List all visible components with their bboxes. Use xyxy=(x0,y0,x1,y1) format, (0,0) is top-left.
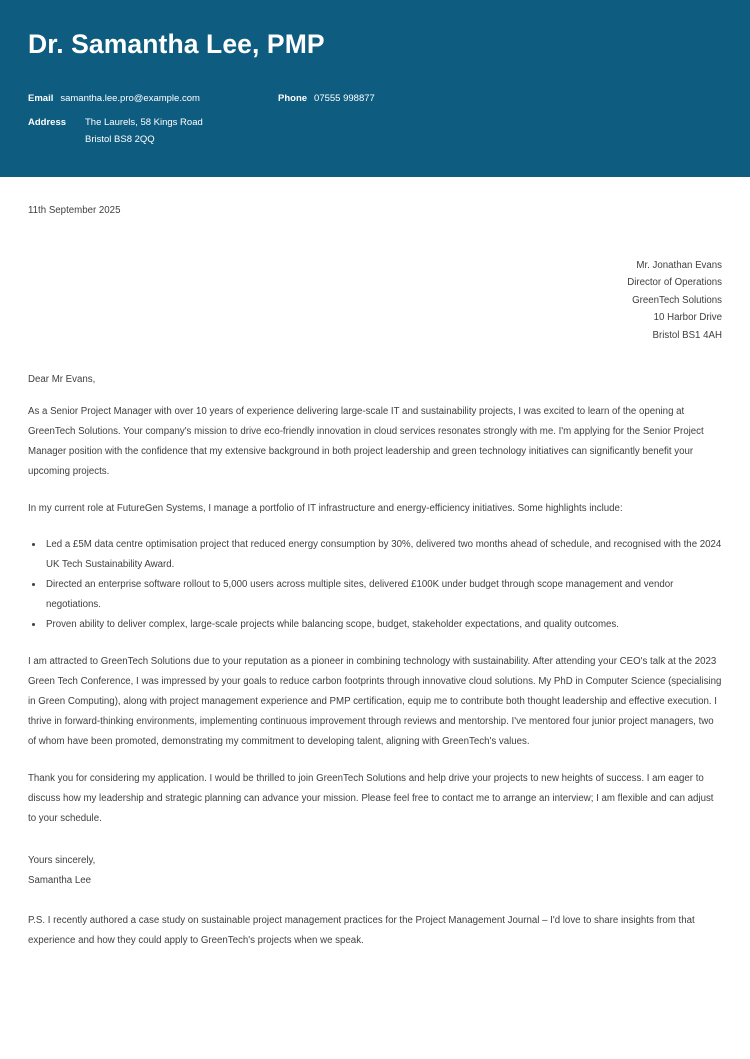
address-label: Address xyxy=(28,117,67,129)
email-field-group xyxy=(28,93,278,104)
body-paragraph-4: Thank you for considering my application. I would be thrilled to join GreenTech Solutions and help drive your projects to new heights of success. I am eager to discuss how my leadership and strategic planning can advance your mission. Please feel free to contact me to arrange an interview; I am flexible and can adjust to your schedule. xyxy=(28,773,714,825)
recipient-line: GreenTech Solutions xyxy=(632,294,722,306)
phone-label: Phone xyxy=(278,93,308,105)
email-value: samantha.lee.pro@example.com xyxy=(60,93,200,105)
address-line-1: The Laurels, 58 Kings Road xyxy=(85,117,203,129)
recipient-line: Director of Operations xyxy=(627,277,722,289)
highlights-list xyxy=(28,535,722,635)
signoff-block xyxy=(28,851,722,891)
recipient-line: Bristol BS1 4AH xyxy=(652,329,722,341)
phone-field-group xyxy=(278,93,375,104)
recipient-address-block xyxy=(28,257,722,344)
recipient-line: Mr. Jonathan Evans xyxy=(636,260,722,271)
phone-value: 07555 998877 xyxy=(314,93,375,105)
body-paragraph-1: As a Senior Project Manager with over 10 years of experience delivering large-scale IT and sustainability projects, I was excited to learn of the opening at GreenTech Solutions. Your company's mission to drive eco-friendly innovation in cloud services resonates strongly with me. I'm applying for the Senior Project Manager position with the confidence that my extensive background in both project leadership and green technology initiatives can significantly benefit your upcoming projects. xyxy=(28,406,704,478)
body-paragraph-2: In my current role at FutureGen Systems, I manage a portfolio of IT infrastructure and energy-efficiency initiatives. Some highlights include: xyxy=(28,503,623,515)
letter-header xyxy=(0,0,750,177)
address-field-group xyxy=(28,114,722,148)
body-paragraph-3: I am attracted to GreenTech Solutions due to your reputation as a pioneer in combining technology with sustainability. After attending your CEO's talk at the 2023 Green Tech Conference, I was impressed by your goals to reduce carbon footprints through innovative cloud solutions. My PhD in Computer Science (specialising in Green Computing), along with project management experience and PMP certification, equip me to contribute both thought leadership and effective execution. I thrive in forward-thinking environments, implementing continuous improvement through reviews and mentorship. I've mentored four junior project managers, two of whom have been promoted, demonstrating my commitment to developing talent, aligning with GreenTech's values. xyxy=(28,656,722,748)
page-title: Dr. Samantha Lee, PMP xyxy=(28,29,325,59)
salutation: Dear Mr Evans, xyxy=(28,374,96,386)
email-label: Email xyxy=(28,93,54,105)
letter-body xyxy=(0,205,750,951)
contact-row-primary xyxy=(28,93,722,104)
closing-line: Yours sincerely, xyxy=(28,855,96,867)
list-item: Proven ability to deliver complex, large-scale projects while balancing scope, budget, stakeholder expectations, and quality outcomes. xyxy=(28,615,722,635)
address-value-lines xyxy=(85,114,203,148)
recipient-line: 10 Harbor Drive xyxy=(653,312,722,324)
letter-date: 11th September 2025 xyxy=(28,205,121,216)
address-line-2: Bristol BS8 2QQ xyxy=(85,134,155,146)
postscript: P.S. I recently authored a case study on sustainable project management practices for the Project Management Journal – I'd love to share insights from that experience and how they could apply to GreenTech's projects when we speak. xyxy=(28,915,695,947)
list-item: Directed an enterprise software rollout to 5,000 users across multiple sites, delivered £100K under budget through scope management and vendor negotiations. xyxy=(28,575,722,615)
signature-name: Samantha Lee xyxy=(28,875,92,887)
list-item: Led a £5M data centre optimisation project that reduced energy consumption by 30%, delivered two months ahead of schedule, and recognised with the 2024 UK Tech Sustainability Award. xyxy=(28,535,722,575)
